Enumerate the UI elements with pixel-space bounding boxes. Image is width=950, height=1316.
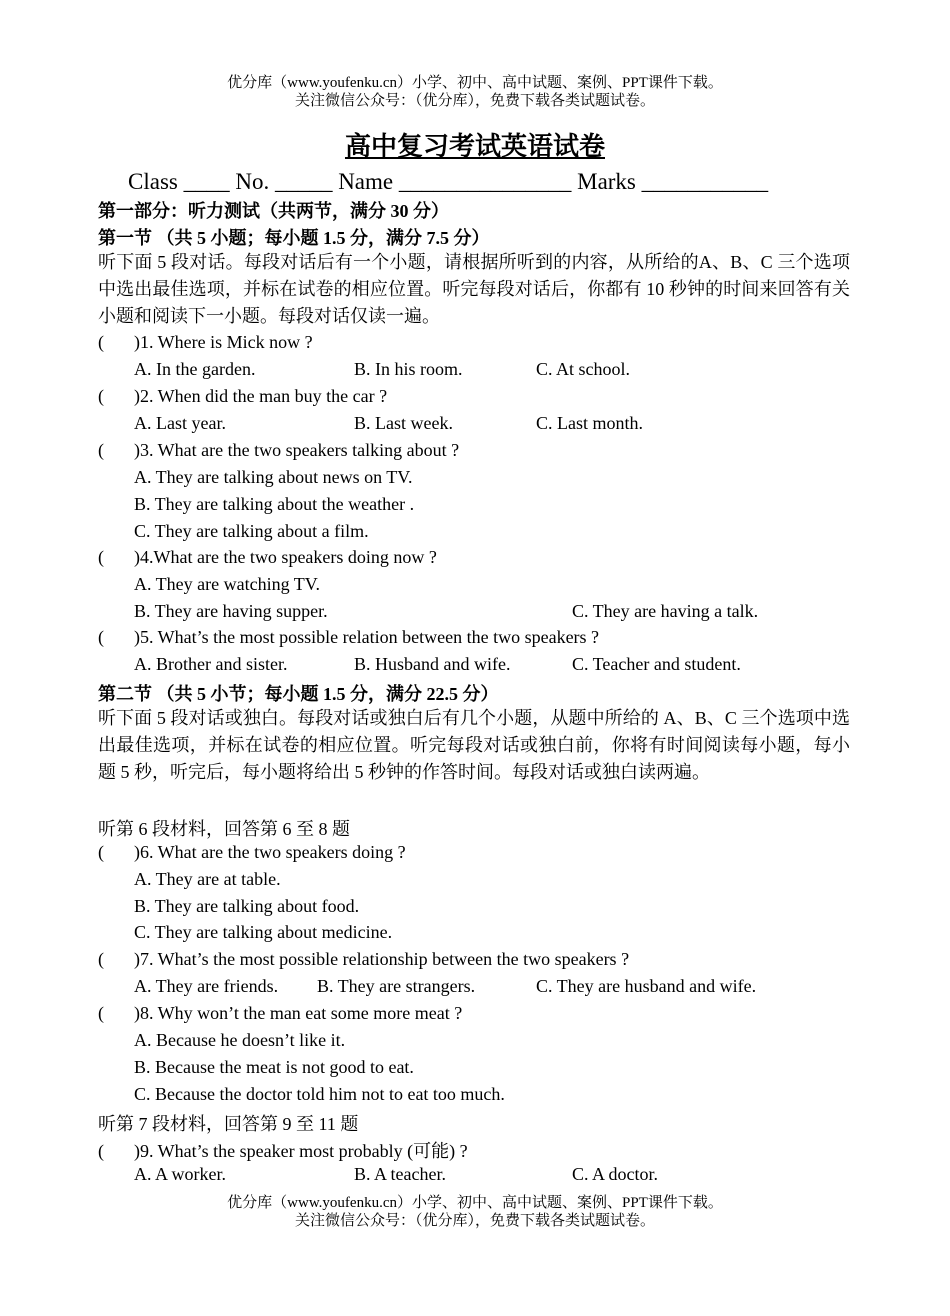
section1-heading: 第一节 （共 5 小题；每小题 1.5 分，满分 7.5 分） [98, 228, 490, 248]
q8-option-b: B. Because the meat is not good to eat. [134, 1057, 414, 1077]
q2-option-c: C. Last month. [536, 413, 643, 433]
q9-option-a: A. A worker. [134, 1164, 226, 1184]
question-text: )3. What are the two speakers talking about ? [134, 440, 460, 460]
question-text: )1. Where is Mick now ? [134, 332, 313, 352]
part1-heading: 第一部分：听力测试（共两节，满分 30 分） [98, 201, 449, 221]
question-text: )5. What’s the most possible relation between the two speakers ? [134, 627, 600, 647]
q7-option-a: A. They are friends. [134, 976, 279, 996]
answer-blank[interactable]: ( [98, 842, 104, 862]
question-text: )2. When did the man buy the car ? [134, 386, 388, 406]
question-text: )9. What’s the speaker most probably (可能) ? [134, 1141, 468, 1161]
header-line-2: 关注微信公众号：（优分库），免费下载各类试题试卷。 [294, 93, 655, 109]
question-text: )6. What are the two speakers doing ? [134, 842, 406, 862]
question-8 [98, 1003, 462, 1024]
section2-heading: 第二节 （共 5 小节；每小题 1.5 分，满分 22.5 分） [98, 684, 499, 704]
q7-option-b: B. They are strangers. [317, 976, 476, 996]
material-7-label: 听第 7 段材料，回答第 9 至 11 题 [98, 1114, 359, 1134]
q6-option-b: B. They are talking about food. [134, 896, 360, 916]
q6-option-a: A. They are at table. [134, 869, 281, 889]
q2-option-b: B. Last week. [354, 413, 453, 433]
question-6 [98, 842, 406, 863]
q9-option-b: B. A teacher. [354, 1164, 446, 1184]
answer-blank[interactable]: ( [98, 1003, 104, 1023]
q4-option-a: A. They are watching TV. [134, 574, 320, 594]
footer-line-2: 关注微信公众号：（优分库），免费下载各类试题试卷。 [294, 1213, 655, 1229]
question-7 [98, 949, 629, 970]
answer-blank[interactable]: ( [98, 949, 104, 969]
q6-option-c: C. They are talking about medicine. [134, 922, 393, 942]
class-info-line: Class ____ No. _____ Name _______________ Marks ___________ [128, 169, 769, 194]
footer-line-1: 优分库（www.youfenku.cn）小学、初中、高中试题、案例、PPT课件下载。 [227, 1195, 723, 1211]
question-2 [98, 386, 387, 407]
q3-option-c: C. They are talking about a film. [134, 521, 369, 541]
answer-blank[interactable]: ( [98, 627, 104, 647]
q1-option-b: B. In his room. [354, 359, 463, 379]
material-6-label: 听第 6 段材料，回答第 6 至 8 题 [98, 819, 350, 839]
question-3 [98, 440, 459, 461]
question-5 [98, 627, 599, 648]
q9-option-c: C. A doctor. [572, 1164, 659, 1184]
answer-blank[interactable]: ( [98, 332, 104, 352]
q4-option-c: C. They are having a talk. [572, 601, 759, 621]
q4-option-b: B. They are having supper. [134, 601, 328, 621]
answer-blank[interactable]: ( [98, 440, 104, 460]
q5-option-a: A. Brother and sister. [134, 654, 288, 674]
q1-option-a: A. In the garden. [134, 359, 256, 379]
section1-instruction: 听下面 5 段对话。每段对话后有一个小题，请根据所听到的内容，从所给的A、B、C 三个选项中选出最佳选项，并标在试卷的相应位置。听完每段对话后，你都有 10 秒钟的时间来回答有关小题和阅读下一小题。每段对话仅读一遍。 [98, 252, 850, 326]
answer-blank[interactable]: ( [98, 547, 104, 567]
page-title: 高中复习考试英语试卷 [344, 132, 605, 161]
question-4 [98, 547, 437, 568]
header-line-1: 优分库（www.youfenku.cn）小学、初中、高中试题、案例、PPT课件下载。 [227, 75, 723, 91]
q2-option-a: A. Last year. [134, 413, 226, 433]
question-9 [98, 1137, 468, 1163]
question-text: )8. Why won’t the man eat some more meat ? [134, 1003, 463, 1023]
question-text: )7. What’s the most possible relationship between the two speakers ? [134, 949, 630, 969]
q8-option-c: C. Because the doctor told him not to eat too much. [134, 1084, 505, 1104]
q3-option-a: A. They are talking about news on TV. [134, 467, 413, 487]
q3-option-b: B. They are talking about the weather . [134, 494, 415, 514]
q7-option-c: C. They are husband and wife. [536, 976, 757, 996]
q8-option-a: A. Because he doesn’t like it. [134, 1030, 346, 1050]
section2-instruction: 听下面 5 段对话或独白。每段对话或独白后有几个小题，从题中所给的 A、B、C 三个选项中选出最佳选项，并标在试卷的相应位置。听完每段对话或独白前，你将有时间阅读每小题，每小题 5 秒，听完后，每小题将给出 5 秒钟的作答时间。每段对话或独白读两遍。 [98, 708, 850, 782]
q1-option-c: C. At school. [536, 359, 631, 379]
question-text: )4.What are the two speakers doing now ? [134, 547, 437, 567]
q5-option-c: C. Teacher and student. [572, 654, 741, 674]
answer-blank[interactable]: ( [98, 386, 104, 406]
q5-option-b: B. Husband and wife. [354, 654, 511, 674]
answer-blank[interactable]: ( [98, 1141, 104, 1161]
question-1 [98, 332, 313, 353]
